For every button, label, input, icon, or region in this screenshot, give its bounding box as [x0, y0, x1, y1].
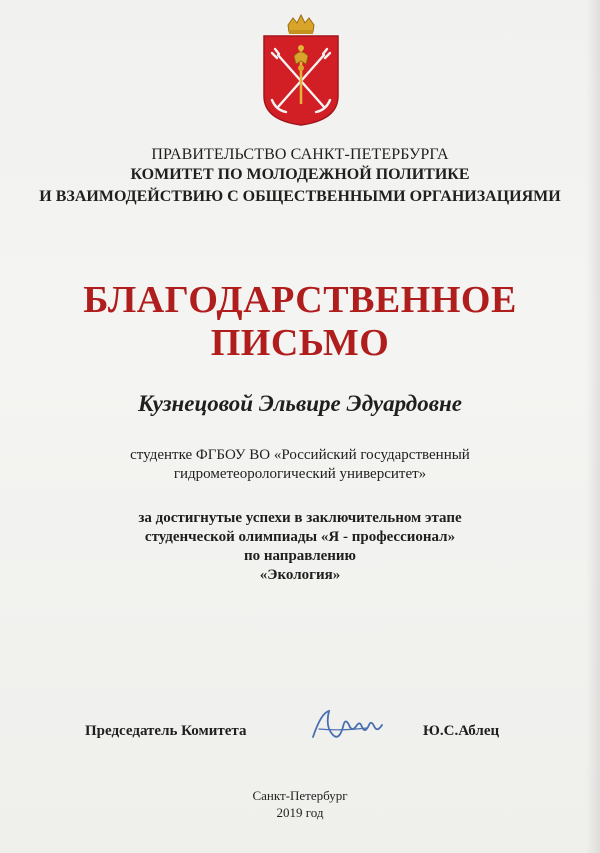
recipient-affiliation-line2: гидрометеорологический университет» [173, 466, 427, 482]
letter-title-line2: ПИСЬМО [210, 322, 390, 364]
award-reason-line1: за достигнутые успехи в заключительном этапе [138, 510, 462, 526]
footer-city: Санкт-Петербург [252, 788, 348, 803]
signatory-name: Ю.С.Аблец [423, 723, 500, 739]
coat-of-arms-icon [260, 12, 342, 127]
award-reason-line2: студенческой олимпиады «Я - профессионал» [144, 529, 456, 545]
committee-title-line1: КОМИТЕТ ПО МОЛОДЕЖНОЙ ПОЛИТИКЕ [130, 166, 470, 183]
letter-title-line1: БЛАГОДАРСТВЕННОЕ [83, 279, 517, 321]
handwritten-signature [305, 703, 395, 751]
committee-title-line2: И ВЗАИМОДЕЙСТВИЮ С ОБЩЕСТВЕННЫМИ ОРГАНИЗАЦИЯМИ [39, 188, 561, 205]
award-reason-line4: «Экология» [259, 567, 341, 583]
award-reason-line3: по направлению [243, 548, 357, 564]
government-title: ПРАВИТЕЛЬСТВО САНКТ-ПЕТЕРБУРГА [151, 146, 449, 163]
recipient-affiliation-line1: студентке ФГБОУ ВО «Российский государственный [130, 447, 470, 463]
recipient-name: Кузнецовой Эльвире Эдуардовне [138, 391, 462, 416]
footer-year: 2019 год [276, 805, 324, 820]
signatory-role: Председатель Комитета [85, 723, 247, 739]
